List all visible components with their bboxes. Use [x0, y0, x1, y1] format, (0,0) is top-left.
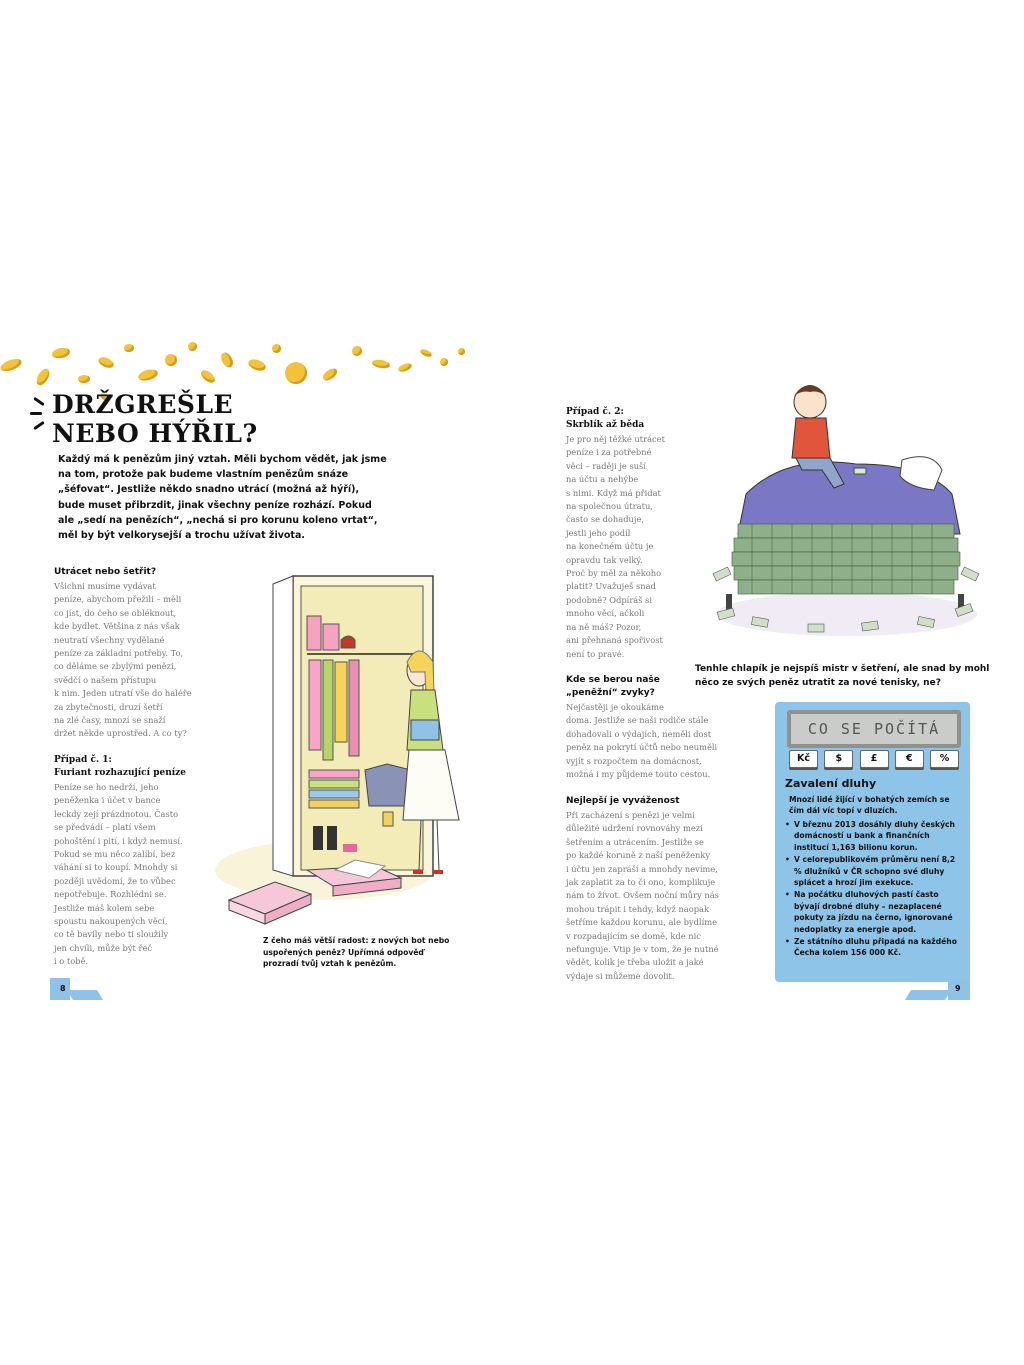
intro-paragraph: Každý má k penězům jiný vztah. Měli bychom vědět, jak jsme na tom, protože pak budeme vlastním penězům snáze „šéfovat“. Jestliže někdo snadno utrácí (možná až hýří), bude muset přibrzdit, jinak všechny peníze rozhází. Pokud ale „sedí na penězích“, „nechá si pro korunu koleno vrtat“, měl by být velkorysejší a trochu užívat života.	[58, 454, 387, 542]
habits-heading-line2: „peněžní“ zvyky?	[566, 688, 655, 698]
info-box-lead: Mnozí lidé žijící v bohatých zemích se čím dál víc topí v dluzích.	[789, 795, 950, 816]
case1-body: Peníze se ho nedrží, jeho peněženka i účet v bance leckdy zejí prázdnotou. Často se předvádí – platí všem pohoštění i pití, i když nemusí. Pokud se mu něco zalíbí, bez váhání si to koupí. Mnohdy si později uvědomí, že to vůbec nepotřebuje. Rozhlédni se. Jestliže máš kolem sebe spoustu nakoupených věcí, co tě bavily nebo ti sloužily jen chvíli, může být řeč i o tobě.	[54, 782, 183, 967]
right-page	[512, 330, 1024, 1030]
calculator-keys	[789, 750, 959, 768]
info-box-title: Zavalení dluhy	[785, 777, 877, 790]
key-percent: %	[930, 750, 959, 768]
key-euro: €	[895, 750, 924, 768]
money-bed-illustration	[712, 374, 982, 644]
calculator-display: CO SE POČÍTÁ	[787, 710, 961, 748]
page-number-right: 9	[955, 984, 961, 993]
page-number-left: 8	[60, 984, 66, 993]
key-czk: Kč	[789, 750, 818, 768]
balance-heading: Nejlepší je vyváženost	[566, 796, 680, 806]
page-title: DRŽGREŠLE NEBO HÝŘIL?	[52, 390, 258, 448]
list-item: • Ze státního dluhu připadá na každého Čecha kolem 156 000 Kč.	[785, 936, 961, 959]
habits-body: Nejčastěji je okoukáme doma. Jestliže se naši rodiče stále dohadovali o výdajích, neměli dost peněz na pokrytí účtů nebo neuměli vyjít s rozpočtem na domácnost, možná i my půjdeme touto cestou.	[566, 702, 718, 780]
case2-heading-number: Případ č. 2:	[566, 407, 624, 417]
habits-heading-line1: Kde se berou naše	[566, 675, 660, 685]
case2-body: Je pro něj těžké utrácet peníze i za potřebné věci – raději je suší na účtu a nehýbe s nimi. Když má přidat na společnou útratu, často se dohaduje, jestli jeho podíl na konečném účtu je opravdu tak velký. Proč by měl za někoho platit? Uvažuješ snad podobně? Odpíráš si mnoho věcí, ačkoli na ně máš? Pozor, ani přehnaná spořivost není to pravé.	[566, 434, 665, 659]
wardrobe-caption: Z čeho máš větší radost: z nových bot nebo uspořených peněz? Upřímná odpověď prozradí tvůj vztah k penězům.	[263, 936, 450, 968]
section-heading-spend-or-save: Utrácet nebo šetřit?	[54, 567, 157, 577]
section-body-spend-or-save: Všichni musíme vydávat peníze, abychom přežili – měli co jíst, do čeho se obléknout, kde bydlet. Většina z nás však neutratí všechny vydělané peníze za základní potřeby. To, co děláme se zbylými penězi, svědčí o našem přístupu k nim. Jeden utratí vše do haléře za zbytečnosti, druzí šetří na zlé časy, mnozí se snaží držet někde uprostřed. A co ty?	[54, 581, 192, 739]
balance-body: Při zacházení s penězi je velmi důležité udržení rovnováhy mezi šetřením a utrácením. Jestliže se po každé koruně z naší peněženky i účtu jen zapráší a mnohdy nevíme, jak zaplatit za to či ono, komplikuje nám to život. Ovšem noční můry nás mohou trápit i tehdy, když naopak šetříme každou korunu, ale bydlíme v rozpadajícím se domě, kde nic nefunguje. Vtip je v tom, že je nutné vědět, kolik je třeba uložit a jaké výdaje si můžeme dovolit.	[566, 810, 719, 981]
title-accent-dash	[33, 397, 45, 406]
key-pound: £	[860, 750, 889, 768]
list-item: • V celorepublikovém průměru není 8,2 % dlužníků v ČR schopno své dluhy splácet a hrozí jim exekuce.	[785, 854, 961, 888]
page-tab-left-fold	[67, 990, 103, 1000]
money-bed-caption: Tenhle chlapík je nejspíš mistr v šetření, ale snad by mohl něco ze svých peněz utratit za nové tenisky, ne?	[695, 664, 990, 688]
left-page	[0, 330, 512, 1030]
case1-heading-number: Případ č. 1:	[54, 755, 112, 765]
info-box	[775, 702, 970, 982]
case1-heading-title: Furiant rozhazující peníze	[54, 768, 187, 778]
list-item: • V březnu 2013 dosáhly dluhy českých domácností u bank a finančních institucí 1,163 bilionu korun.	[785, 819, 961, 853]
key-dollar: $	[824, 750, 853, 768]
info-box-bullets	[785, 819, 961, 960]
title-accent-dash	[33, 421, 45, 430]
book-spread	[0, 330, 1024, 1030]
list-item: • Na počátku dluhových pastí často bývají drobné dluhy – nezaplacené pokuty za jízdu na černo, ignorované nedoplatky za energie apod.	[785, 889, 961, 935]
case2-heading-title: Skrblík až běda	[566, 420, 645, 430]
page-tab-right-fold	[905, 990, 951, 1000]
wardrobe-illustration	[215, 570, 475, 930]
title-accent-dash	[30, 412, 42, 415]
